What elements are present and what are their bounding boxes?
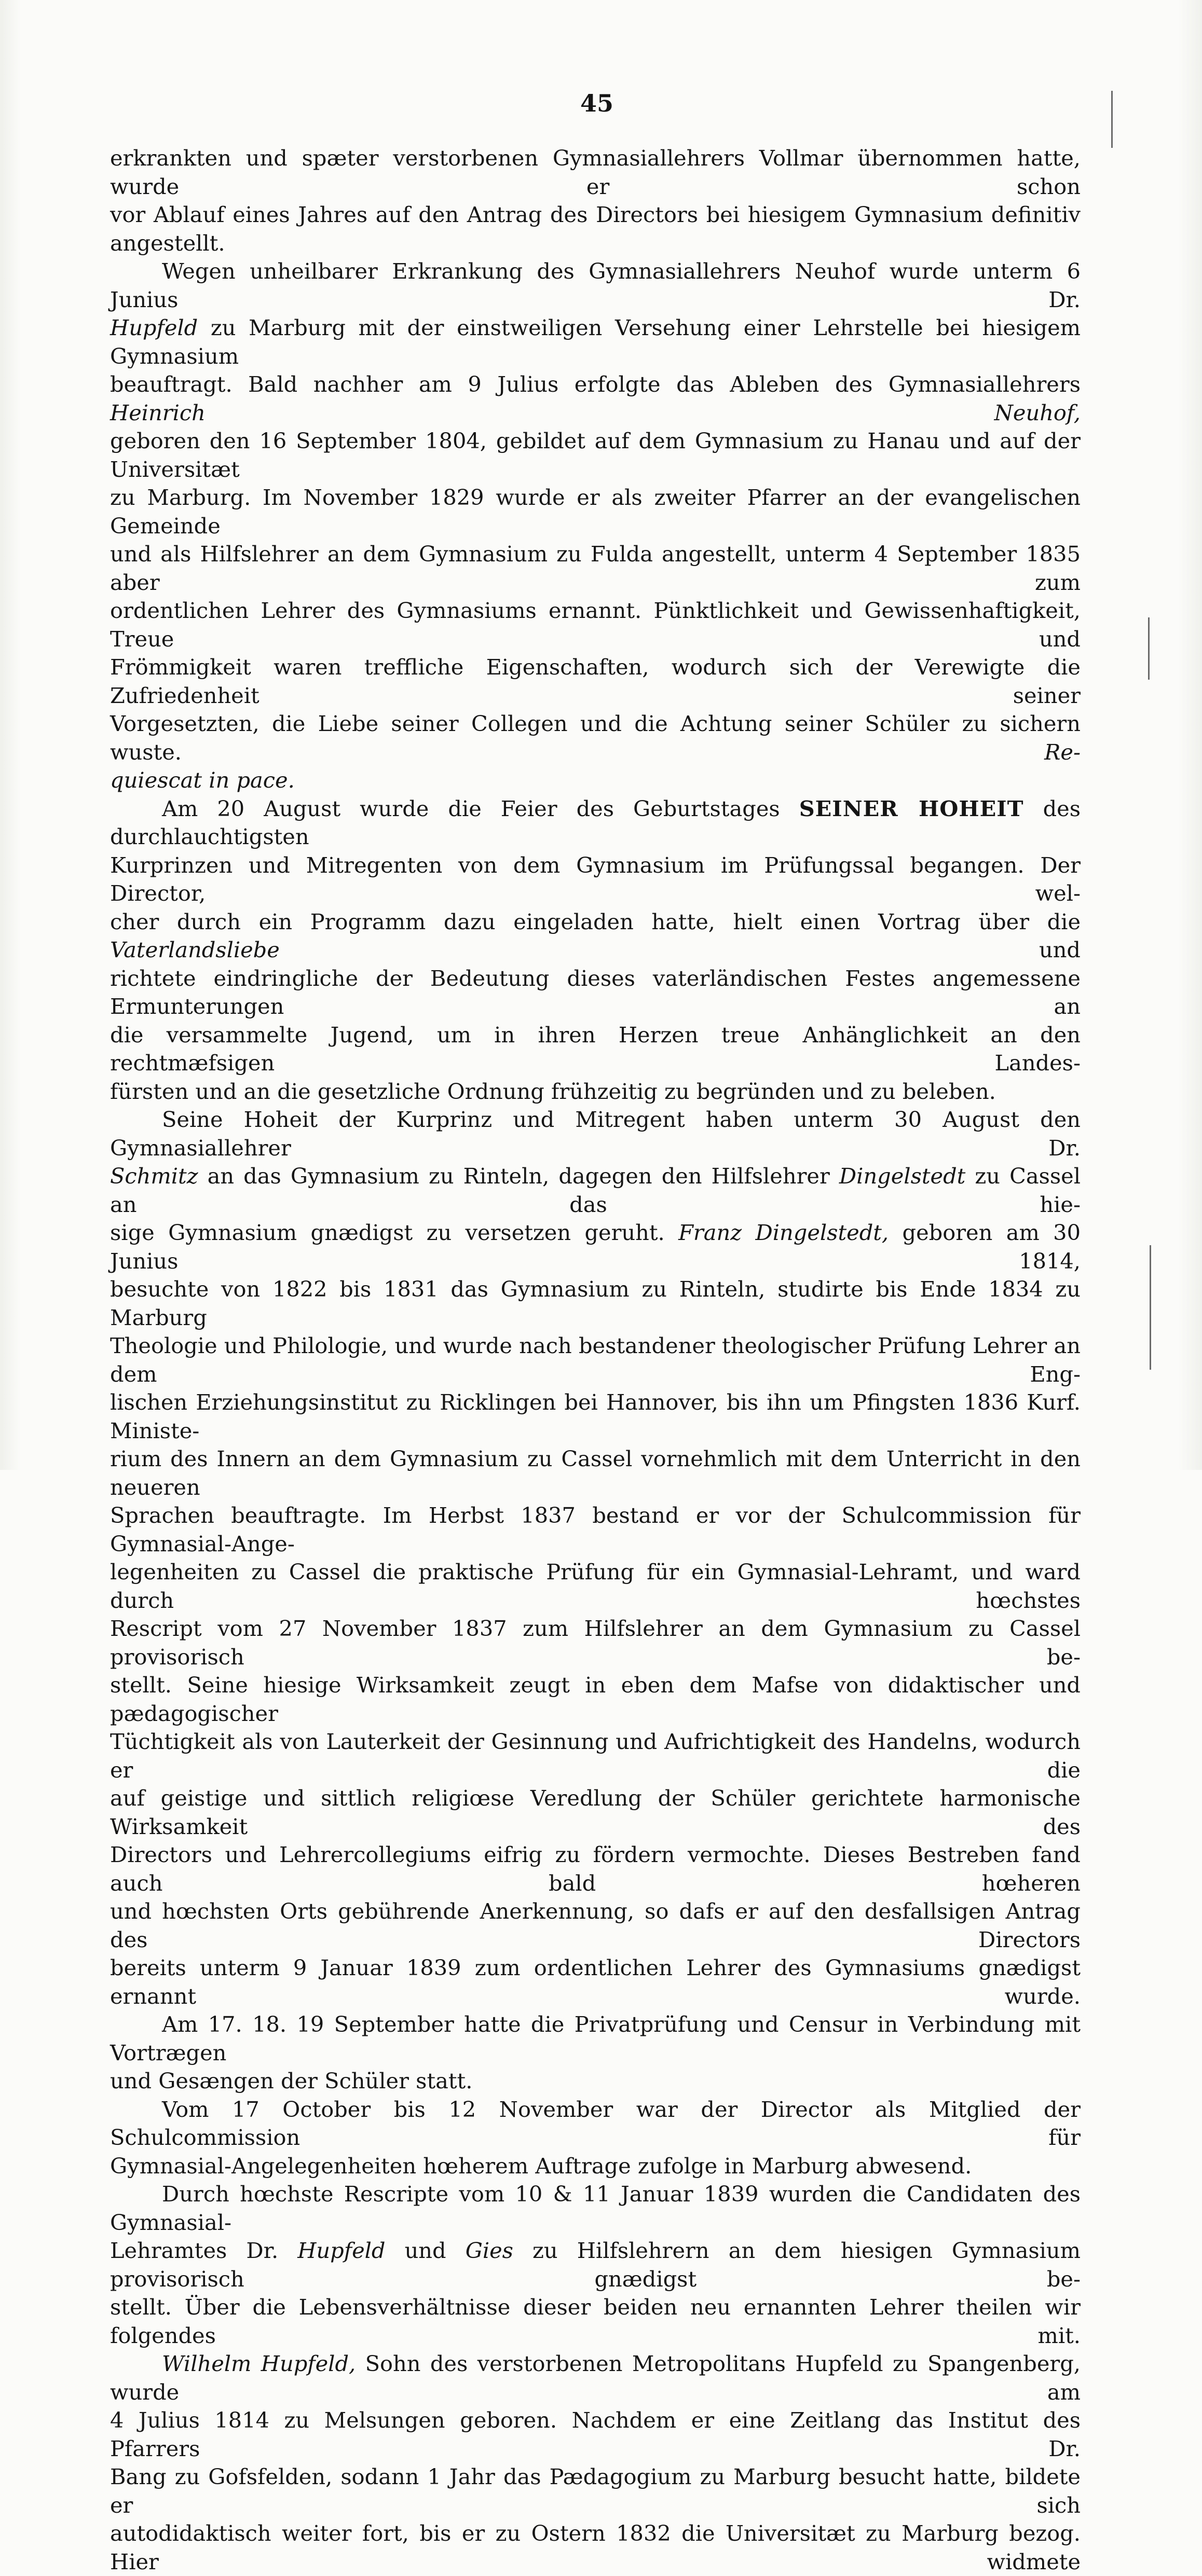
text-line	[110, 314, 1081, 370]
line-text: stellt. Über die Lebensverhältnisse dieser beiden neu ernannten Lehrer theilen wir folgendes mit.	[110, 2294, 1081, 2348]
line-text: autodidaktisch weiter fort, bis er zu Ostern 1832 die Universitæt zu Marburg bezog. Hier widmete	[110, 2520, 1081, 2574]
text-line	[110, 1106, 1081, 1162]
body-text	[110, 144, 1081, 2576]
text-line	[110, 653, 1081, 710]
text-line	[110, 2519, 1081, 2576]
line-text: Theologie und Philologie, und wurde nach bestandener theologischer Prüfung Lehrer an dem Eng-	[110, 1333, 1081, 1387]
line-text: Am 20 August wurde die Feier des Geburtstages	[162, 795, 799, 821]
text-line	[110, 257, 1081, 314]
line-text: Bang zu Gofsfelden, sodann 1 Jahr das Pædagogium zu Marburg besucht hatte, bildete er sich	[110, 2464, 1081, 2518]
line-text: Rescript vom 27 November 1837 zum Hilfslehrer an dem Gymnasium zu Cassel provisorisch be-	[110, 1616, 1081, 1670]
text-line	[110, 2463, 1081, 2519]
italic-text: Dingelstedt	[839, 1163, 966, 1189]
line-text: lischen Erziehungsinstitut zu Ricklingen bei Hannover, bis ihn um Pfingsten 1836 Kurf. Ministe-	[110, 1389, 1081, 1443]
line-text: Durch hœchste Rescripte vom 10 & 11 Januar 1839 wurden die Candidaten des Gymnasial-	[110, 2181, 1081, 2235]
line-text: stellt. Seine hiesige Wirksamkeit zeugt in eben dem Mafse von didaktischer und pædagogischer	[110, 1672, 1081, 1726]
line-text: legenheiten zu Cassel die praktische Prüfung für ein Gymnasial-Lehramt, und ward durch hœchstes	[110, 1559, 1081, 1613]
line-text: Am 17. 18. 19 September hatte die Privatprüfung und Censur in Verbindung mit Vortrægen	[110, 2012, 1081, 2065]
text-line	[110, 2010, 1081, 2067]
text-line	[110, 2152, 1081, 2181]
line-text: vor Ablauf eines Jahres auf den Antrag des Directors bei hiesigem Gymnasium definitiv angestellt.	[110, 202, 1081, 256]
scan-edge-mark-mid	[1148, 617, 1150, 680]
text-line	[110, 1501, 1081, 1558]
line-text: Wegen unheilbarer Erkrankung des Gymnasiallehrers Neuhof wurde unterm 6 Junius Dr.	[110, 258, 1081, 312]
line-text: Vorgesetzten, die Liebe seiner Collegen und die Achtung seiner Schüler zu sichern wuste.	[110, 711, 1081, 765]
text-line	[110, 1897, 1081, 1954]
line-text: Vom 17 October bis 12 November war der Director als Mitglied der Schulcommission für	[110, 2096, 1081, 2150]
italic-text: Vaterlandsliebe	[110, 937, 280, 962]
text-line	[110, 1558, 1081, 1615]
text-line	[110, 370, 1081, 427]
line-text: bereits unterm 9 Januar 1839 zum ordentlichen Lehrer des Gymnasiums gnædigst ernannt wurde.	[110, 1955, 1081, 2009]
line-text: und Gesængen der Schüler statt.	[110, 2068, 473, 2093]
text-line	[110, 2096, 1081, 2152]
text-line	[110, 484, 1081, 540]
italic-text: Franz Dingelstedt,	[678, 1220, 889, 1245]
text-line	[110, 851, 1081, 908]
text-line	[110, 908, 1081, 965]
line-text: Directors und Lehrercollegiums eifrig zu fördern vermochte. Dieses Bestreben fand auch bald hœheren	[110, 1842, 1081, 1896]
text-line	[110, 710, 1081, 766]
line-text: 4 Julius 1814 zu Melsungen geboren. Nachdem er eine Zeitlang das Institut des Pfarrers Dr.	[110, 2407, 1081, 2461]
text-line	[110, 1162, 1081, 1219]
text-line	[110, 965, 1081, 1021]
text-line	[110, 1728, 1081, 1784]
line-text: Gymnasial-Angelegenheiten hœherem Auftrage zufolge in Marburg abwesend.	[110, 2153, 972, 2179]
line-text: des durchlauchtigsten	[110, 795, 1081, 849]
italic-text: Heinrich Neuhof,	[110, 400, 1081, 425]
text-line	[110, 1671, 1081, 1728]
italic-text: Hupfeld	[297, 2238, 386, 2263]
text-line	[110, 795, 1081, 851]
italic-text: Hupfeld	[110, 315, 198, 340]
line-text: an das Gymnasium zu Rinteln, dagegen den Hilfslehrer	[198, 1163, 839, 1189]
line-text: Seine Hoheit der Kurprinz und Mitregent haben unterm 30 August den Gymnasiallehrer Dr.	[110, 1107, 1081, 1161]
text-line	[110, 2180, 1081, 2237]
line-text: geboren den 16 September 1804, gebildet auf dem Gymnasium zu Hanau und auf der Universitæt	[110, 428, 1081, 482]
text-line	[110, 1445, 1081, 1501]
text-line	[110, 201, 1081, 257]
italic-text: Schmitz	[110, 1163, 198, 1189]
page-number: 45	[580, 89, 613, 117]
line-text: rium des Innern an dem Gymnasium zu Cassel vornehmlich mit dem Unterricht in den neueren	[110, 1446, 1081, 1500]
line-text: zu Marburg mit der einstweiligen Versehung einer Lehrstelle bei hiesigem Gymnasium	[110, 315, 1081, 369]
text-line	[110, 1841, 1081, 1897]
line-text: zu Hilfslehrern an dem hiesigen Gymnasium provisorisch gnædigst be-	[110, 2238, 1081, 2292]
text-line	[110, 1078, 1081, 1106]
line-text: geboren am 30 Junius 1814,	[110, 1220, 1081, 1274]
line-text: Kurprinzen und Mitregenten von dem Gymnasium im Prüfungssal begangen. Der Director, wel-	[110, 852, 1081, 906]
line-text: besuchte von 1822 bis 1831 das Gymnasium zu Rinteln, studirte bis Ende 1834 zu Marburg	[110, 1276, 1081, 1330]
text-line	[110, 1784, 1081, 1841]
line-text: Frömmigkeit waren treffliche Eigenschaften, wodurch sich der Verewigte die Zufriedenheit seiner	[110, 654, 1081, 708]
line-text: ordentlichen Lehrer des Gymnasiums ernannt. Pünktlichkeit und Gewissenhaftigkeit, Treue und	[110, 598, 1081, 652]
line-text: und	[279, 937, 1081, 962]
line-text: und hœchsten Orts gebührende Anerkennung, so dafs er auf den desfallsigen Antrag des Directors	[110, 1898, 1081, 1952]
text-line	[110, 2067, 1081, 2096]
text-line	[110, 1219, 1081, 1275]
text-line	[110, 1954, 1081, 2010]
italic-text: Re-	[1044, 739, 1081, 765]
line-text: erkrankten und spæter verstorbenen Gymnasiallehrers Vollmar übernommen hatte, wurde er schon	[110, 145, 1081, 199]
line-text: Lehramtes Dr.	[110, 2238, 298, 2263]
text-line	[110, 597, 1081, 653]
line-text: richtete eindringliche der Bedeutung dieses vaterländischen Festes angemessene Ermunterungen an	[110, 965, 1081, 1019]
line-text: beauftragt. Bald nachher am 9 Julius erfolgte das Ableben des Gymnasiallehrers	[110, 371, 1081, 397]
line-text: Sprachen beauftragte. Im Herbst 1837 bestand er vor der Schulcommission für Gymnasial-Ange-	[110, 1503, 1081, 1556]
text-line	[110, 1615, 1081, 1671]
line-text: auf geistige und sittlich religiœse Veredlung der Schüler gerichtete harmonische Wirksamkeit des	[110, 1785, 1081, 1839]
line-text: zu Marburg. Im November 1829 wurde er als zweiter Pfarrer an der evangelischen Gemeinde	[110, 485, 1081, 539]
line-text: zu Cassel an das hie-	[110, 1163, 1081, 1217]
line-text: die versammelte Jugend, um in ihren Herzen treue Anhänglichkeit an den rechtmæfsigen Landes-	[110, 1022, 1081, 1076]
text-line	[110, 1332, 1081, 1388]
small-caps-text: SEINER HOHEIT	[799, 795, 1024, 821]
scan-edge-mark-bottom	[1150, 1245, 1151, 1370]
line-text: Tüchtigkeit als von Lauterkeit der Gesinnung und Aufrichtigkeit des Handelns, wodurch er die	[110, 1729, 1081, 1783]
line-text: sige Gymnasium gnædigst zu versetzen geruht.	[110, 1220, 679, 1245]
line-text: cher durch ein Programm dazu eingeladen hatte, hielt einen Vortrag über die	[110, 908, 1081, 934]
text-line	[110, 1021, 1081, 1078]
italic-text: Gies	[465, 2238, 513, 2263]
italic-text: quiescat in pace.	[110, 767, 295, 793]
text-line	[110, 2406, 1081, 2463]
text-line	[110, 1275, 1081, 1332]
text-line	[110, 2237, 1081, 2293]
text-line	[110, 766, 1081, 795]
text-line	[110, 1388, 1081, 1445]
text-line	[110, 144, 1081, 201]
line-text: und als Hilfslehrer an dem Gymnasium zu Fulda angestellt, unterm 4 September 1835 aber zum	[110, 541, 1081, 595]
line-text: und	[385, 2238, 466, 2263]
text-line	[110, 427, 1081, 484]
line-text: Sohn des verstorbenen Metropolitans Hupfeld zu Spangenberg, wurde am	[110, 2351, 1081, 2405]
italic-text: Wilhelm Hupfeld,	[162, 2351, 356, 2376]
scan-edge-mark-top	[1111, 91, 1113, 148]
text-line	[110, 2350, 1081, 2406]
text-line	[110, 2293, 1081, 2350]
line-text: fürsten und an die gesetzliche Ordnung frühzeitig zu begründen und zu beleben.	[110, 1078, 996, 1104]
text-line	[110, 540, 1081, 597]
